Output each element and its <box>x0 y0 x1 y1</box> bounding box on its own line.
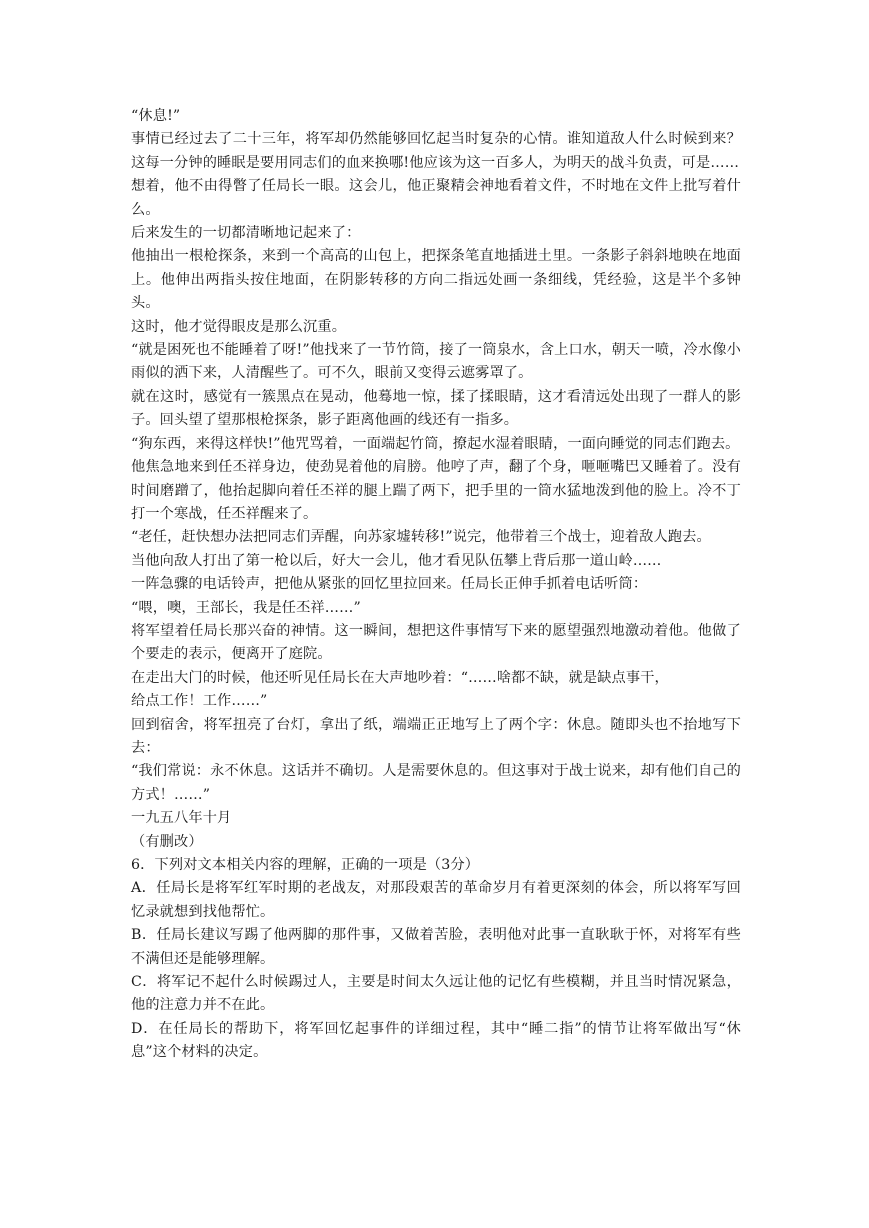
option-d: D．在任局长的帮助下，将军回忆起事件的详细过程，其中“睡二指”的情节让将军做出写“休息”这个材料的决定。 <box>131 1020 741 1061</box>
paragraph: “就是困死也不能睡着了呀!”他找来了一节竹筒，接了一筒泉水，含上口水，朝天一喷，冷水像小雨似的洒下来，人清醒些了。可不久，眼前又变得云遮雾罩了。 <box>131 342 741 382</box>
paragraph: “老任，赶快想办法把同志们弄醒，向苏家墟转移!”说完，他带着三个战士，迎着敌人跑去。 <box>131 529 711 546</box>
option-c: C．将军记不起什么时候踢过人，主要是时间太久远让他的记忆有些模糊，并且当时情况紧急，他的注意力并不在此。 <box>131 974 741 1014</box>
option-a: A．任局长是将军红军时期的老战友，对那段艰苦的革命岁月有着更深刻的体会，所以将军写回忆录就想到找他帮忙。 <box>131 880 741 920</box>
option-b: B．任局长建议写踢了他两脚的那件事，又做着苦脸，表明他对此事一直耿耿于怀，对将军有些不满但还是能够理解。 <box>131 927 741 967</box>
paragraph: 当他向敌人打出了第一枪以后，好大一会儿，他才看见队伍攀上背后那一道山岭…… <box>131 552 662 569</box>
paragraph: 将军望着任局长那兴奋的神情。这一瞬间，想把这件事情写下来的愿望强烈地激动着他。他做了个要走的表示，便离开了庭院。 <box>131 622 741 663</box>
paragraph: 这时，他才觉得眼皮是那么沉重。 <box>131 318 347 335</box>
document-page <box>131 105 741 1065</box>
paragraph: 一阵急骤的电话铃声，把他从紧张的回忆里拉回来。任局长正伸手抓着电话听筒： <box>131 576 648 593</box>
paragraph: 他焦急地来到任丕祥身边，使劲晃着他的肩膀。他哼了声，翻了个身，咂咂嘴巴又睡着了。没有时间磨蹭了，他抬起脚向着任丕祥的腿上踹了两下，把手里的一筒水猛地泼到他的脸上。冷不丁打一个寒战，任丕祥醒来了。 <box>131 459 741 522</box>
paragraph: 事情已经过去了二十三年，将军却仍然能够回忆起当时复杂的心情。谁知道敌人什么时候到来？这每一分钟的睡眠是要用同志们的血来换哪!他应该为这一百多人，为明天的战斗负责，可是…… <box>131 131 741 171</box>
paragraph: “我们常说：永不休息。这话并不确切。人是需要休息的。但这事对于战士说来，却有他们自己的方式！……” <box>131 763 741 803</box>
paragraph: 他抽出一根枪探条，来到一个高高的山包上，把探条笔直地插进土里。一条影子斜斜地映在地面上。他伸出两指头按住地面，在阴影转移的方向二指远处画一条细线，凭经验，这是半个多钟头。 <box>131 248 741 312</box>
story-body <box>131 105 741 854</box>
question-block <box>131 854 741 1065</box>
paragraph: 给点工作！工作……” <box>131 693 268 710</box>
paragraph: 就在这时，感觉有一簇黑点在晃动，他蓦地一惊，揉了揉眼睛，这才看清远处出现了一群人的影子。回头望了望那根枪探条，影子距离他画的线还有一指多。 <box>131 388 741 429</box>
date-line: 一九五八年十月 <box>131 810 232 827</box>
paragraph: 回到宿舍，将军扭亮了台灯，拿出了纸，端端正正地写上了两个字：休息。随即头也不抬地写下去： <box>131 716 741 756</box>
paragraph: “休息!” <box>131 108 181 124</box>
abridged-note: （有删改） <box>131 833 203 850</box>
paragraph: 在走出大门的时候，他还听见任局长在大声地吵着：“……啥都不缺，就是缺点事干， <box>131 669 669 686</box>
paragraph: “狗东西，来得这样快!”他咒骂着，一面端起竹筒，撩起水湿着眼睛，一面向睡觉的同志们跑去。 <box>131 435 740 452</box>
question-stem: 6．下列对文本相关内容的理解，正确的一项是（3分） <box>131 857 480 873</box>
paragraph: 后来发生的一切都清晰地记起来了： <box>131 225 361 242</box>
paragraph: 想着，他不由得瞥了任局长一眼。这会儿，他正聚精会神地看着文件，不时地在文件上批写着什么。 <box>131 178 741 218</box>
paragraph: “喂，噢，王部长，我是任丕祥……” <box>131 599 361 616</box>
